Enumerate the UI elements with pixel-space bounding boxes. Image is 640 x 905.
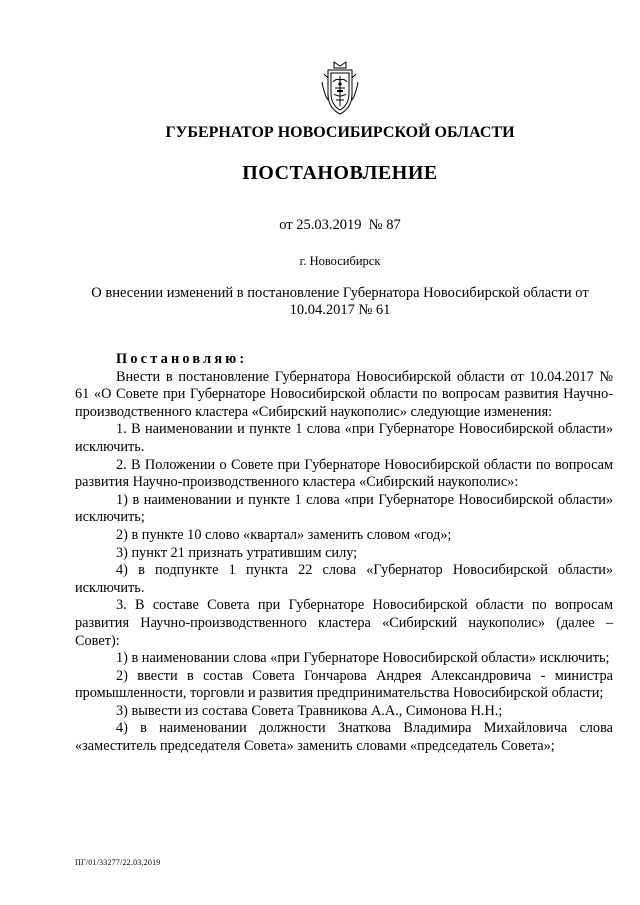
decree-word: Постановляю: [116, 351, 248, 367]
decree-body [75, 351, 613, 756]
coat-of-arms-emblem-icon [318, 60, 362, 116]
body-paragraph-item-2-4: 4) в подпункте 1 пункта 22 слова «Губернатор Новосибирской области» исключить. [75, 562, 613, 596]
decree-word-paragraph [75, 351, 613, 369]
decree-date-number: от 25.03.2019 № 87 [279, 217, 401, 233]
decree-subject: О внесении изменений в постановление Губернатора Новосибирской области от 10.04.2017 № 61 [91, 285, 589, 318]
body-paragraph-item-3-3: 3) вывести из состава Совета Травникова А.А., Симонова Н.Н.; [116, 702, 503, 719]
body-paragraph-item-2: 2. В Положении о Совете при Губернаторе Новосибирской области по вопросам развития Научно-производственного кластера «Сибирский наукополис»: [75, 456, 613, 491]
body-paragraph-item-2-3: 3) пункт 21 признать утратившим силу; [116, 544, 358, 561]
body-paragraph-item-3-1: 1) в наименовании слова «при Губернаторе Новосибирской области» исключить; [116, 650, 610, 667]
body-paragraph-item-3-4: 4) в наименовании должности Знаткова Владимира Михайловича слова «заместитель председателя Совета» заменить словами «председатель Совета»; [75, 720, 613, 755]
body-paragraph-item-2-1: 1) в наименовании и пункте 1 слова «при Губернаторе Новосибирской области» исключить; [75, 491, 613, 526]
body-paragraph-item-3: 3. В составе Совета при Губернаторе Новосибирской области по вопросам развития Научно-производственного кластера «Сибирский наукополис» (далее – Совет): [75, 597, 613, 649]
document-footer-code: ПГ/01/33277/22.03.2019 [75, 858, 161, 867]
body-paragraph-item-1: 1. В наименовании и пункте 1 слова «при Губернаторе Новосибирской области» исключить. [75, 421, 613, 455]
decree-title: ПОСТАНОВЛЕНИЕ [242, 162, 438, 184]
body-paragraph-intro: Внести в постановление Губернатора Новосибирской области от 10.04.2017 № 61 «О Совете при Губернаторе Новосибирской области по вопросам развития Научно-производственного кластера «Сибирский наукополис» следующие изменения: [75, 368, 613, 420]
city-name: г. Новосибирск [299, 254, 381, 268]
body-paragraph-item-2-2: 2) в пункте 10 слово «квартал» заменить словом «год»; [116, 526, 452, 543]
governor-title: ГУБЕРНАТОР НОВОСИБИРСКОЙ ОБЛАСТИ [165, 124, 515, 141]
body-paragraph-item-3-2: 2) ввести в состав Совета Гончарова Андрея Александровича - министра промышленности, торговли и развития предпринимательства Новосибирской области; [75, 667, 613, 702]
